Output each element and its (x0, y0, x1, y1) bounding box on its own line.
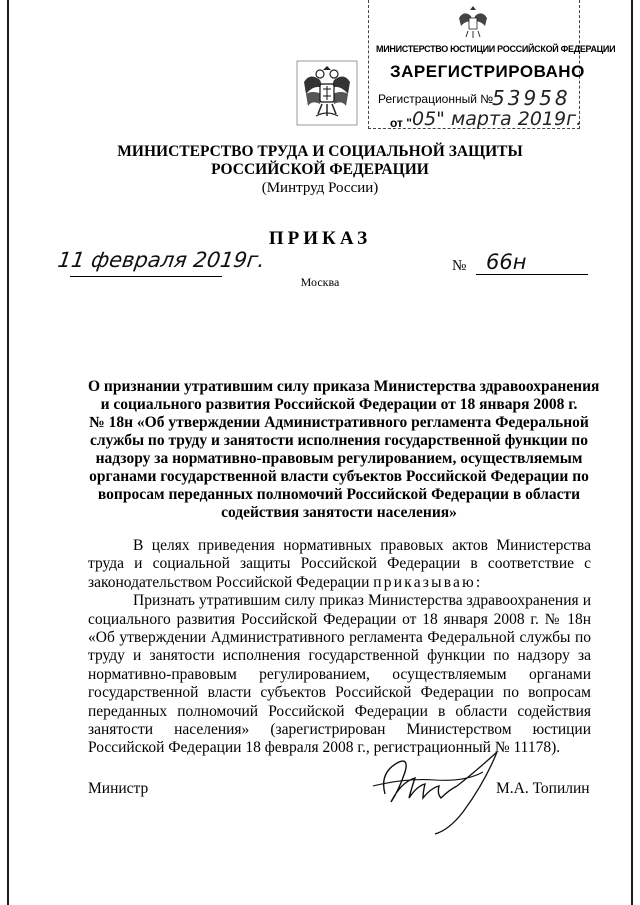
ministry-title-line-1: МИНИСТЕРСТВО ТРУДА И СОЦИАЛЬНОЙ ЗАЩИТЫ (117, 143, 523, 160)
document-type-title: ПРИКАЗ (268, 228, 372, 249)
handwritten-signature (365, 742, 515, 837)
handwritten-date: 11 февраля 2019г. (56, 248, 267, 272)
heading-line: содействия занятости населения» (221, 504, 457, 521)
stamp-date-value: 05" марта 2019г. (412, 108, 583, 130)
body-paragraph-operative: Признать утратившим силу приказ Министерства здравоохранения и социального развития Российской Федерации от 18 января 2008 г. № 18н «Об утверждении Административного регламента Федеральной службы по труду и занятости исполнения государственной функции по надзору за нормативно-правовым регулированием, осуществляемым органами государственной власти субъектов Российской Федерации по вопросам переданных полномочий Российской Федерации в области содействия занятости населения» (зарегистрирован Министерством юстиции Российской Федерации 18 февраля 2008 г., регистрационный № 11178). (88, 592, 591, 757)
heading-line: № 18н «Об утверждении Административного регламента Федеральной (89, 414, 589, 431)
stamp-date-label: от " (390, 116, 412, 130)
ministry-title-line-2: РОССИЙСКОЙ ФЕДЕРАЦИИ (211, 161, 429, 178)
scan-border-left (7, 0, 9, 905)
order-heading (88, 378, 600, 522)
city-name: Москва (300, 275, 340, 289)
coat-of-arms-icon (296, 60, 358, 126)
ministry-short-name: (Минтруд России) (261, 180, 379, 196)
heading-line: вопросам переданных полномочий Российской Федерации в области (97, 486, 581, 503)
heading-line: органами государственной власти субъектов Российской Федерации по (89, 468, 589, 485)
order-keyword: приказываю (373, 573, 476, 591)
body-paragraph-preamble (88, 537, 591, 592)
stamp-registered-text: ЗАРЕГИСТРИРОВАНО (390, 62, 585, 81)
number-sign: № (452, 258, 467, 274)
stamp-registration-number: 53958 (492, 86, 571, 110)
stamp-ministry-text: МИНИСТЕРСТВО ЮСТИЦИИ РОССИЙСКОЙ ФЕДЕРАЦИИ (376, 44, 616, 54)
registration-stamp (368, 0, 616, 132)
heading-line: О признании утратившим силу приказа Министерства здравоохранения (88, 378, 600, 395)
order-body (88, 537, 591, 758)
heading-line: надзору за нормативно-правовым регулированием, осуществляемым (95, 450, 583, 467)
signer-name: М.А. Топилин (496, 780, 590, 797)
signer-position: Министр (88, 780, 149, 797)
heading-line: службы по труду и занятости исполнения государственной функции по (90, 432, 588, 449)
stamp-registration-label: Регистрационный № (378, 92, 494, 106)
stamp-emblem-icon (456, 4, 490, 40)
scan-border-right (631, 0, 633, 905)
preamble-colon: : (475, 573, 481, 591)
heading-line: и социального развития Российской Федерации от 18 января 2008 г. (100, 396, 578, 413)
handwritten-order-number: 66н (486, 250, 527, 274)
preamble-text: В целях приведения нормативных правовых актов Министерства труда и социальной защиты Российской Федерации в соответствие с законодательством Российской Федерации (88, 537, 591, 591)
